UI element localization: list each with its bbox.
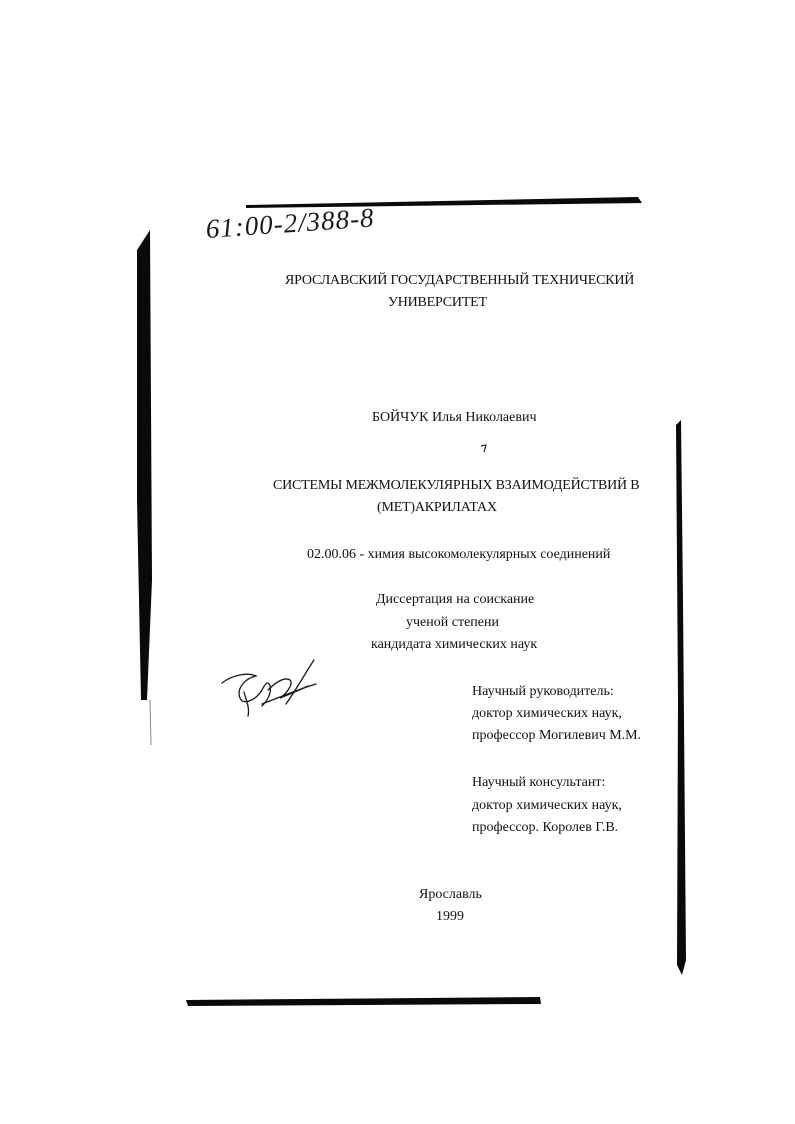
author-name: БОЙЧУК Илья Николаевич	[372, 410, 537, 425]
stray-mark	[480, 444, 488, 454]
year: 1999	[436, 909, 464, 924]
handwritten-code: 61:00-2/388-8	[204, 202, 376, 245]
supervisor-degree: доктор химических наук,	[472, 706, 622, 721]
signature	[222, 660, 316, 716]
supervisor-name: профессор Могилевич М.М.	[472, 728, 642, 743]
degree-line-1: Диссертация на соискание	[376, 592, 535, 607]
dissertation-title-line-2: (МЕТ)АКРИЛАТАХ	[377, 500, 497, 515]
city: Ярославль	[419, 887, 482, 902]
left-edge-thin	[150, 700, 151, 745]
institution-line-1: ЯРОСЛАВСКИЙ ГОСУДАРСТВЕННЫЙ ТЕХНИЧЕСКИЙ	[285, 273, 635, 288]
degree-line-2: ученой степени	[406, 615, 499, 630]
consultant-name: профессор. Королев Г.В.	[472, 820, 619, 835]
specialty-code: 02.00.06 - химия высокомолекулярных соединений	[307, 547, 611, 562]
right-edge-bar	[676, 420, 686, 975]
supervisor-label: Научный руководитель:	[472, 684, 614, 699]
consultant-degree: доктор химических наук,	[472, 798, 622, 813]
left-edge-bar	[137, 230, 152, 700]
dissertation-title-line-1: СИСТЕМЫ МЕЖМОЛЕКУЛЯРНЫХ ВЗАИМОДЕЙСТВИЙ В	[273, 478, 640, 493]
institution-line-2: УНИВЕРСИТЕТ	[388, 295, 487, 310]
degree-line-3: кандидата химических наук	[371, 637, 538, 652]
bottom-edge-bar	[186, 997, 541, 1006]
consultant-label: Научный консультант:	[472, 775, 606, 790]
